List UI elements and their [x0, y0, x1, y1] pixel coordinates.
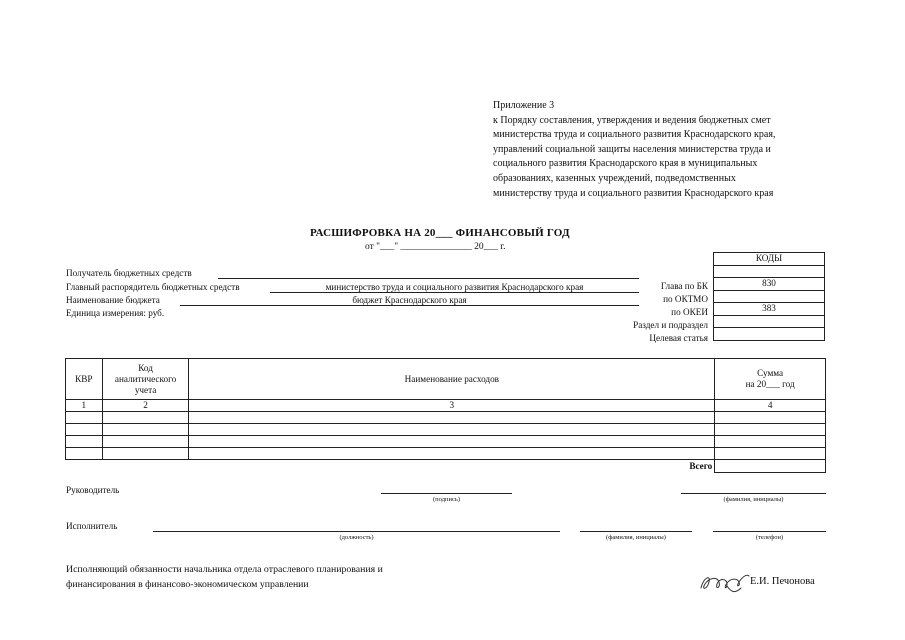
unit-label: Единица измерения: руб.: [66, 308, 165, 318]
codes-table: [713, 252, 825, 341]
codes-cell-oktmo[interactable]: [714, 290, 825, 303]
codes-label-chapter: Глава по БК: [660, 281, 708, 291]
codes-cell-okei[interactable]: 383: [714, 303, 825, 316]
table-cell[interactable]: [189, 412, 715, 424]
executor-name-caption: (фамилия, инициалы): [606, 534, 666, 541]
appendix-line: образованиях, казенных учреждений, подведомственных: [493, 172, 736, 184]
header-analytic-code: Код аналитического учета: [102, 359, 189, 400]
recipient-label: Получатель бюджетных средств: [66, 268, 192, 278]
table-cell[interactable]: [66, 412, 103, 424]
handwritten-signature: [697, 568, 753, 596]
appendix-line: министерства труда и социального развития Краснодарского края,: [493, 129, 776, 141]
header-sum: [715, 359, 826, 400]
appendix-line: управлений социальной защиты населения министерства труда и: [493, 143, 771, 155]
date-line: от "___" _______________ 20___ г.: [365, 242, 506, 252]
table-cell[interactable]: [102, 412, 189, 424]
appendix-line: Приложение 3: [493, 100, 555, 111]
column-number: 3: [189, 400, 715, 412]
table-cell[interactable]: [189, 424, 715, 436]
total-label: Всего: [66, 460, 715, 473]
total-row: [66, 460, 826, 473]
codes-cell-section[interactable]: [714, 315, 825, 328]
main-manager-value: министерство труда и социального развития Краснодарского края: [325, 282, 584, 292]
table-cell[interactable]: [189, 448, 715, 460]
total-value[interactable]: [715, 460, 826, 473]
executor-name-line[interactable]: [580, 531, 692, 532]
position-line[interactable]: [153, 531, 560, 532]
appendix-line: к Порядку составления, утверждения и ведения бюджетных смет: [493, 114, 771, 126]
position-caption: (должность): [339, 534, 374, 541]
codes-cell-target[interactable]: [714, 328, 825, 341]
phone-line[interactable]: [713, 531, 826, 532]
budget-value: бюджет Краснодарского края: [352, 295, 467, 305]
codes-label-section: Раздел и подраздел: [633, 320, 708, 330]
table-row: [66, 412, 826, 424]
expense-table: [65, 358, 826, 473]
table-cell[interactable]: [715, 436, 826, 448]
head-name-line[interactable]: [681, 493, 826, 494]
table-cell[interactable]: [66, 436, 103, 448]
table-cell[interactable]: [715, 424, 826, 436]
table-cell[interactable]: [715, 448, 826, 460]
executor-label: Исполнитель: [66, 521, 118, 531]
appendix-line: социального развития Краснодарского края в муниципальных: [493, 158, 758, 170]
table-cell[interactable]: [66, 424, 103, 436]
codes-label-oktmo: по ОКТМО: [663, 294, 708, 304]
codes-header: КОДЫ: [714, 253, 825, 266]
codes-cell[interactable]: [714, 265, 825, 278]
table-cell[interactable]: [189, 436, 715, 448]
header-sum-line1: Сумма: [757, 368, 784, 378]
phone-caption: (телефон): [755, 534, 784, 541]
appendix-block: [493, 99, 853, 201]
codes-label-okei: по ОКЕИ: [671, 307, 708, 317]
head-signature-caption: (подпись): [433, 496, 460, 503]
head-label: Руководитель: [66, 485, 120, 495]
main-manager-label: Главный распорядитель бюджетных средств: [66, 282, 240, 292]
table-cell[interactable]: [102, 424, 189, 436]
signatory-name: Е.И. Печонова: [750, 576, 815, 587]
footer-position-line2: финансирования в финансово-экономическом управлении: [66, 579, 309, 590]
head-signature-line[interactable]: [381, 493, 512, 494]
table-cell[interactable]: [66, 448, 103, 460]
table-cell[interactable]: [102, 436, 189, 448]
footer-position-line1: Исполняющий обязанности начальника отдела отраслевого планирования и: [66, 564, 383, 575]
codes-cell-chapter[interactable]: 830: [714, 278, 825, 291]
table-row: [66, 448, 826, 460]
column-number: 2: [102, 400, 189, 412]
header-sum-line2: на 20___ год: [745, 379, 795, 389]
appendix-line: министерству труда и социального развития Краснодарского края: [493, 187, 774, 199]
budget-label: Наименование бюджета: [66, 295, 160, 305]
recipient-field-line: [218, 278, 639, 279]
head-name-caption: (фамилия, инициалы): [723, 496, 784, 503]
header-expense-name: Наименование расходов: [189, 359, 715, 400]
codes-label-target: Целевая статья: [649, 333, 708, 343]
table-row: [66, 436, 826, 448]
header-kvr: КВР: [66, 359, 103, 400]
table-cell[interactable]: [715, 412, 826, 424]
document-title: РАСШИФРОВКА НА 20___ ФИНАНСОВЫЙ ГОД: [310, 227, 570, 239]
column-number: 1: [66, 400, 103, 412]
column-number: 4: [715, 400, 826, 412]
table-row: [66, 424, 826, 436]
table-cell[interactable]: [102, 448, 189, 460]
